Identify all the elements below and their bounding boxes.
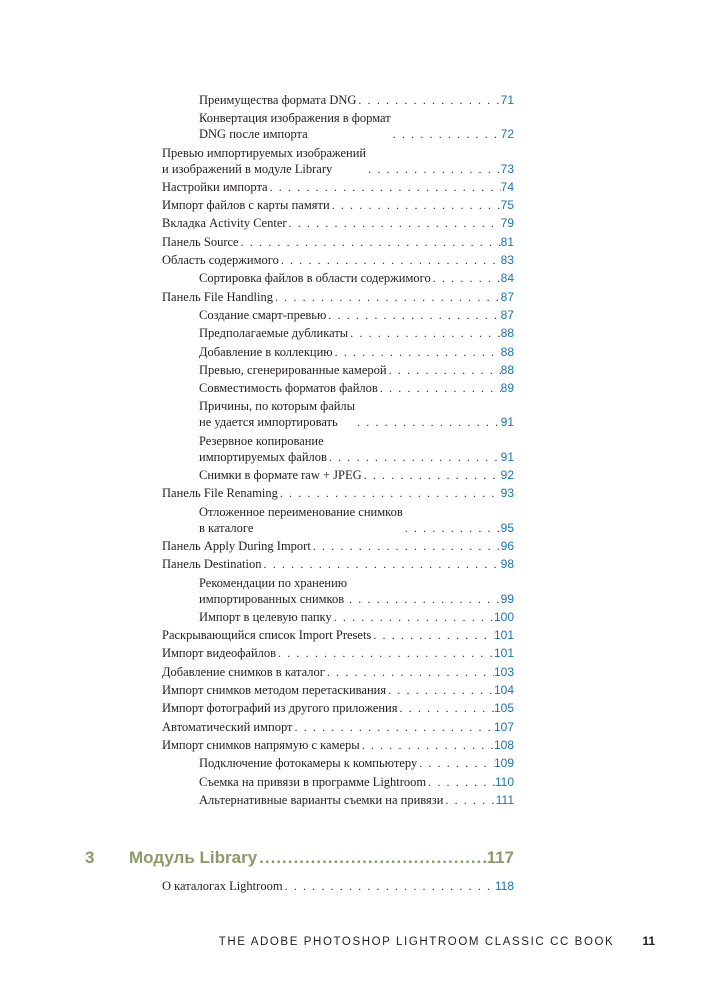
toc-entry-title <box>199 270 431 286</box>
leader-dots <box>443 792 495 808</box>
toc-entry[interactable] <box>162 362 514 378</box>
toc-entry[interactable] <box>162 700 514 716</box>
toc-entry[interactable] <box>162 197 514 213</box>
toc-entry-line: Импорт фотографий из другого приложения <box>162 701 398 716</box>
toc-page-number: 91 <box>500 415 514 430</box>
toc-entry-line: Съемка на привязи в программе Lightroom <box>199 774 427 789</box>
toc-page-number: 87 <box>500 289 514 304</box>
toc-entry-line: Импорт снимков методом перетаскивания <box>162 683 387 698</box>
toc-entry-line: Резервное копирование <box>199 433 324 448</box>
toc-page-number: 88 <box>500 326 514 341</box>
leader-dots <box>348 325 500 341</box>
toc-entry-line: Настройки импорта <box>162 179 268 194</box>
toc-entry-line: Добавление в коллекцию <box>199 344 333 359</box>
toc-entry[interactable] <box>162 719 514 735</box>
toc-entry[interactable] <box>162 145 514 177</box>
toc-page-number: 107 <box>493 719 514 734</box>
toc-entry-line: Панель File Renaming <box>162 486 278 501</box>
toc-entry-line: Причины, по которым файлы <box>199 399 356 414</box>
toc-entry-title <box>199 467 362 483</box>
toc-entry[interactable] <box>162 398 514 430</box>
toc-entry[interactable] <box>162 380 514 396</box>
footer-book-title: THE ADOBE PHOTOSHOP LIGHTROOM CLASSIC CC BOOK <box>218 936 615 948</box>
toc-entry[interactable] <box>162 307 514 323</box>
toc-page-number: 91 <box>500 449 514 464</box>
toc-page-number: 83 <box>500 253 514 268</box>
leader-dots <box>431 270 501 286</box>
toc-entry-title <box>162 627 371 643</box>
toc-entry-line: Импорт снимков напрямую с камеры <box>162 737 360 752</box>
chapter-heading[interactable] <box>85 848 514 868</box>
toc-entry[interactable] <box>162 878 514 894</box>
toc-entry-line: Рекомендации по хранению <box>199 575 348 590</box>
toc-entry[interactable] <box>162 609 514 625</box>
toc-page-number: 101 <box>493 646 514 661</box>
toc-entry-title <box>199 362 387 378</box>
toc-entry-title <box>199 609 332 625</box>
toc-entry-title <box>162 682 386 698</box>
toc-entry-line: Добавление снимков в каталог <box>162 664 325 679</box>
toc-page-number: 79 <box>500 216 514 231</box>
toc-entry-line: Импорт в целевую папку <box>199 609 332 624</box>
toc-entry[interactable] <box>162 325 514 341</box>
leader-dots <box>262 556 501 572</box>
toc-entry-line: и изображений в модуле Library <box>162 161 333 176</box>
leader-dots <box>360 737 494 753</box>
toc-entry-title <box>162 252 279 268</box>
toc-entry[interactable] <box>162 504 514 536</box>
leader-dots <box>279 252 501 268</box>
toc-entry-title <box>162 719 293 735</box>
toc-entry-title <box>162 215 287 231</box>
toc-page-number: 81 <box>500 234 514 249</box>
leader-dots <box>397 700 494 716</box>
toc-page-number: 88 <box>500 344 514 359</box>
toc-entry-title <box>162 179 268 195</box>
toc-entry-title <box>199 398 355 430</box>
toc-entry-title <box>162 234 239 250</box>
toc-entry-title <box>162 145 366 177</box>
toc-entry-title <box>199 433 327 465</box>
toc-entry-title <box>162 664 325 680</box>
toc-entry-line: Панель Source <box>162 234 239 249</box>
toc-page-number: 101 <box>493 628 514 643</box>
chapter-toc-list <box>162 878 514 896</box>
toc-page-number: 105 <box>493 701 514 716</box>
leader-dots <box>366 161 501 177</box>
leader-dots <box>287 215 501 231</box>
toc-entry-line: Панель Apply During Import <box>162 538 311 553</box>
toc-entry-line: Вкладка Activity Center <box>162 216 287 231</box>
leader-dots <box>362 467 501 483</box>
toc-page-number: 74 <box>500 179 514 194</box>
toc-page-number: 99 <box>500 591 514 606</box>
toc-entry[interactable] <box>162 774 514 790</box>
toc-entry-title <box>199 344 333 360</box>
toc-entry-line: Предполагаемые дубликаты <box>199 326 349 341</box>
toc-entry-line: Альтернативные варианты съемки на привязи <box>199 792 444 807</box>
toc-entry-title <box>162 556 262 572</box>
leader-dots <box>278 485 501 501</box>
toc-entry-line: Снимки в формате raw + JPEG <box>199 468 362 483</box>
toc-entry-title <box>162 538 311 554</box>
leader-dots <box>391 126 501 142</box>
toc-entry-line: импортируемых файлов <box>199 449 327 464</box>
chapter-title: Модуль Library <box>129 848 258 867</box>
toc-entry[interactable] <box>162 215 514 231</box>
footer-page-number: 11 <box>642 934 655 948</box>
toc-page-number: 93 <box>500 486 514 501</box>
toc-entry-line: Импорт файлов с карты памяти <box>162 198 330 213</box>
toc-entry[interactable] <box>162 737 514 753</box>
toc-entry[interactable] <box>162 556 514 572</box>
toc-entry-line: Раскрывающийся список Import Presets <box>162 628 372 643</box>
toc-page-number: 95 <box>500 520 514 535</box>
toc-page-number: 104 <box>493 683 514 698</box>
leader-dots <box>387 362 501 378</box>
leader-dots <box>293 719 494 735</box>
toc-entry-title <box>162 878 283 894</box>
toc-page-number: 118 <box>494 879 514 893</box>
toc-page-number: 75 <box>500 198 514 213</box>
toc-page-number: 89 <box>500 381 514 396</box>
toc-entry-line: Область содержимого <box>162 253 279 268</box>
toc-entry-line: Преимущества формата DNG <box>199 93 357 107</box>
toc-entry-title <box>162 700 397 716</box>
toc-entry-title <box>199 110 391 142</box>
toc-entry[interactable] <box>162 92 514 108</box>
toc-entry-line: Превью, сгенерированные камерой <box>199 362 387 377</box>
leader-dots <box>371 627 494 643</box>
leader-dots <box>283 878 495 894</box>
toc-entry-line: Совместимость форматов файлов <box>199 381 378 396</box>
toc-entry[interactable] <box>162 682 514 698</box>
toc-entry-line: Панель Destination <box>162 557 262 572</box>
toc-entry[interactable] <box>162 289 514 305</box>
toc-entry-line: Подключение фотокамеры к компьютеру <box>199 756 418 771</box>
leader-dots <box>273 289 501 305</box>
toc-entry-title <box>199 380 378 396</box>
leader-dots <box>311 538 501 554</box>
toc-entry-title <box>199 325 348 341</box>
toc-entry-line: Автоматический импорт <box>162 719 293 734</box>
toc-entry-line: Панель File Handling <box>162 289 273 304</box>
leader-dots <box>386 682 494 698</box>
toc-page-number: 98 <box>500 557 514 572</box>
toc-entry[interactable] <box>162 179 514 195</box>
toc-page-number: 111 <box>495 792 514 807</box>
leader-dots <box>330 197 501 213</box>
toc-entry-line: Конвертация изображения в формат <box>199 111 391 126</box>
leader-dots <box>327 449 501 465</box>
page-footer <box>0 934 655 948</box>
leader-dots <box>347 591 501 607</box>
toc-entry-title <box>162 737 360 753</box>
toc-entry-title <box>199 575 347 607</box>
toc-entry-title <box>162 645 276 661</box>
toc-page-number: 72 <box>500 127 514 142</box>
leader-dots <box>276 645 494 661</box>
leader-dots <box>239 234 501 250</box>
leader-dots <box>356 92 500 108</box>
toc-entry[interactable] <box>162 270 514 286</box>
toc-page-number: 108 <box>493 737 514 752</box>
toc-entry-title <box>162 197 330 213</box>
toc-list <box>162 92 514 810</box>
toc-entry-title <box>199 92 356 108</box>
toc-entry-line: Импорт видеофайлов <box>162 646 277 661</box>
toc-entry-title <box>199 774 426 790</box>
toc-page-number: 71 <box>500 93 514 107</box>
toc-entry-line: О каталогах Lightroom <box>162 879 283 893</box>
toc-entry-title <box>199 792 443 808</box>
chapter-leader-dots <box>257 848 486 868</box>
toc-entry-line: Отложенное переименование снимков <box>199 504 403 519</box>
toc-entry[interactable] <box>162 575 514 607</box>
leader-dots <box>268 179 501 195</box>
toc-entry[interactable] <box>162 252 514 268</box>
leader-dots <box>325 664 494 680</box>
toc-entry-title <box>199 504 403 536</box>
toc-entry[interactable] <box>162 344 514 360</box>
toc-entry-title <box>162 485 278 501</box>
leader-dots <box>326 307 500 323</box>
toc-entry-line: импортированных снимков <box>199 591 345 606</box>
toc-page-number: 110 <box>494 774 514 789</box>
toc-page-number: 109 <box>493 756 514 771</box>
toc-entry-line: Превью импортируемых изображений <box>162 145 367 160</box>
chapter-number: 3 <box>85 848 95 867</box>
toc-entry-title <box>162 289 273 305</box>
leader-dots <box>426 774 495 790</box>
toc-entry[interactable] <box>162 755 514 771</box>
leader-dots <box>417 755 494 771</box>
toc-entry[interactable] <box>162 645 514 661</box>
toc-page-number: 96 <box>500 538 514 553</box>
toc-entry[interactable] <box>162 627 514 643</box>
toc-entry[interactable] <box>162 234 514 250</box>
leader-dots <box>355 414 501 430</box>
toc-page-number: 92 <box>500 468 514 483</box>
toc-page-number: 84 <box>500 271 514 286</box>
leader-dots <box>403 520 501 536</box>
toc-entry-line: в каталоге <box>199 520 254 535</box>
toc-entry-line: Создание смарт-превью <box>199 307 327 322</box>
toc-entry-line: DNG после импорта <box>199 127 308 142</box>
toc-page-number: 103 <box>493 664 514 679</box>
toc-entry-title <box>199 307 326 323</box>
toc-page-number: 100 <box>493 609 514 624</box>
leader-dots <box>333 344 501 360</box>
toc-entry[interactable] <box>162 664 514 680</box>
toc-page-number: 88 <box>500 362 514 377</box>
chapter-page-number: 117 <box>486 848 514 867</box>
toc-page-number: 73 <box>500 161 514 176</box>
leader-dots <box>378 380 501 396</box>
toc-entry[interactable] <box>162 538 514 554</box>
toc-entry-line: Сортировка файлов в области содержимого <box>199 271 431 286</box>
toc-entry[interactable] <box>162 467 514 483</box>
toc-page-number: 87 <box>500 307 514 322</box>
toc-entry[interactable] <box>162 110 514 142</box>
toc-entry[interactable] <box>162 792 514 808</box>
toc-entry[interactable] <box>162 433 514 465</box>
toc-entry[interactable] <box>162 485 514 501</box>
toc-entry-line: не удается импортировать <box>199 415 338 430</box>
toc-entry-title <box>199 755 417 771</box>
leader-dots <box>332 609 494 625</box>
